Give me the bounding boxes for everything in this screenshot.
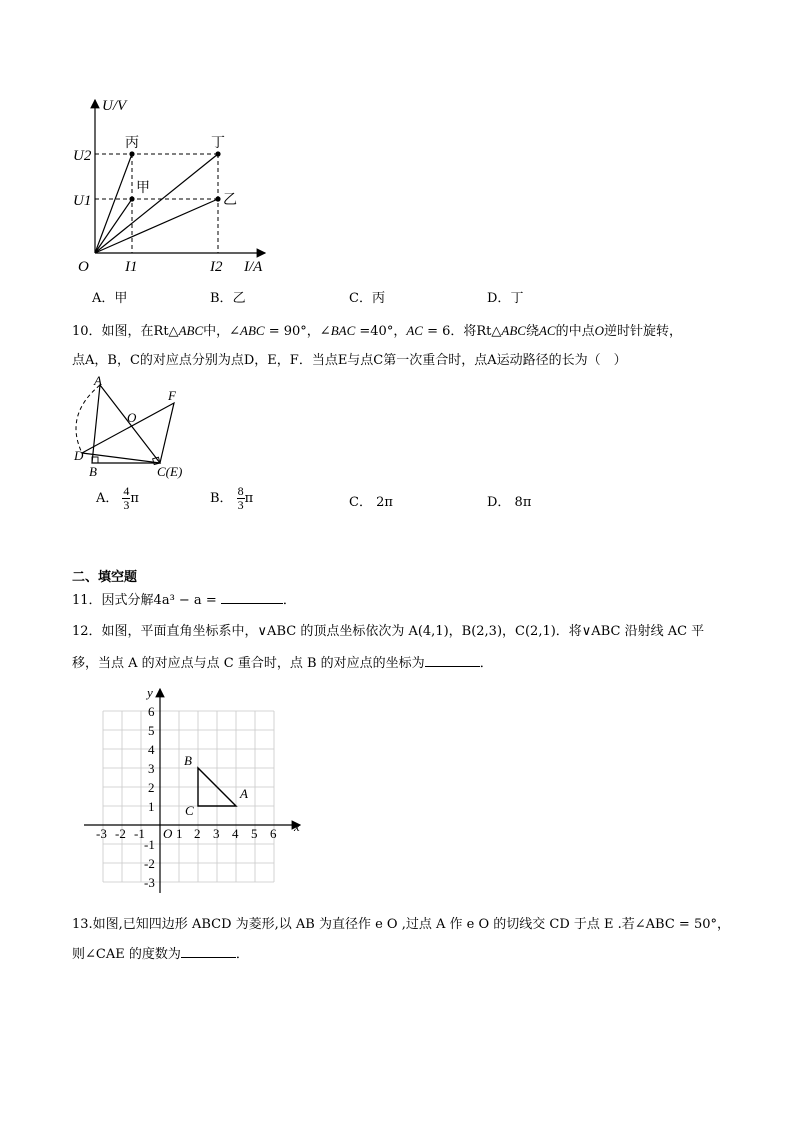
y-axis-label: U/V [102,98,127,114]
svg-text:1: 1 [176,826,183,841]
svg-text:5: 5 [148,723,155,738]
q9-option-d[interactable]: D．丁 [487,291,524,306]
q12-answer-blank[interactable] [425,666,480,667]
point-yi [215,196,220,201]
label-bing: 丙 [125,136,139,151]
svg-text:3: 3 [213,826,220,841]
svg-text:C(E): C(E) [157,464,183,479]
q10-option-c[interactable]: C． 2π [349,495,393,510]
label-yi: 乙 [223,193,237,208]
svg-text:D: D [74,448,84,463]
i1-label: I1 [125,259,138,275]
q12-stem-line2: 移，当点 A 的对应点与点 C 重合时，点 B 的对应点的坐标为 ． [72,656,493,671]
q12-stem-line1: 12．如图，平面直角坐标系中，∨ABC 的顶点坐标依次为 A(4,1)，B(2,3)，C(2,1)．将∨ABC 沿射线 AC 平 [72,624,705,639]
i2-label: I2 [210,259,223,275]
svg-text:-2: -2 [115,826,126,841]
svg-text:-1: -1 [144,837,155,852]
svg-text:4: 4 [148,742,155,757]
q10-option-a[interactable]: A． $\frac{4}{3}$ π [96,484,139,512]
q10-rotation-figure [72,375,202,480]
u2-label: U2 [73,148,92,164]
svg-text:2: 2 [148,780,155,795]
q9-option-c[interactable]: C．丙 [349,291,385,306]
svg-text:B: B [184,753,192,768]
q11-answer-blank[interactable] [221,603,283,604]
q9-option-a[interactable]: A．甲 [92,291,128,306]
origin-label: O [78,259,89,275]
svg-text:6: 6 [148,704,155,719]
svg-text:y: y [147,685,153,700]
svg-text:A: A [94,375,102,388]
svg-text:4: 4 [232,826,239,841]
svg-text:2: 2 [194,826,201,841]
svg-text:F: F [168,388,176,403]
svg-text:C: C [185,803,194,818]
point-bing [129,151,134,156]
q9-option-b[interactable]: B．乙 [210,291,246,306]
point-jia [129,196,134,201]
q10-stem-line2: 点A，B，C的对应点分别为点D，E，F．当点E与点C第一次重合时，点A运动路径的长为（ ） [72,353,627,368]
label-ding: 丁 [211,136,225,151]
svg-text:x: x [294,819,300,834]
q11-stem: 11．因式分解4a³ − a = ． [72,593,296,608]
svg-text:6: 6 [270,826,277,841]
q9-ui-graph [70,95,290,280]
svg-text:-1: -1 [134,826,145,841]
x-axis-label: I/A [244,259,263,275]
svg-text:-2: -2 [144,856,155,871]
q10-option-d[interactable]: D． 8π [487,495,532,510]
svg-text:-3: -3 [144,875,155,890]
q13-stem-line2: 则∠CAE 的度数为 ． [72,947,249,962]
q12-coordinate-grid [80,685,305,895]
q13-stem-line1: 13.如图,已知四边形 ABCD 为菱形,以 AB 为直径作 e O ,过点 A 作 e O 的切线交 CD 于点 E .若∠ABC = 50°， [72,917,730,932]
q10-stem-line1: 10．如图，在Rt△ABC中，∠ABC = 90°，∠BAC =40°，AC = 6．将Rt△ABC绕AC的中点O逆时针旋转， [72,323,683,339]
point-ding [215,151,220,156]
svg-text:3: 3 [148,761,155,776]
svg-text:O: O [127,410,137,425]
svg-text:B: B [89,464,97,479]
svg-text:A: A [240,786,248,801]
label-jia: 甲 [136,181,150,196]
q10-option-b[interactable]: B． $\frac{8}{3}$ π [210,484,254,512]
svg-text:O: O [163,826,173,841]
u1-label: U1 [73,193,92,209]
section-title-fill-blank: 二、填空题 [72,570,138,585]
q13-answer-blank[interactable] [181,957,236,958]
svg-text:1: 1 [148,799,155,814]
svg-text:5: 5 [251,826,258,841]
svg-text:-3: -3 [96,826,107,841]
